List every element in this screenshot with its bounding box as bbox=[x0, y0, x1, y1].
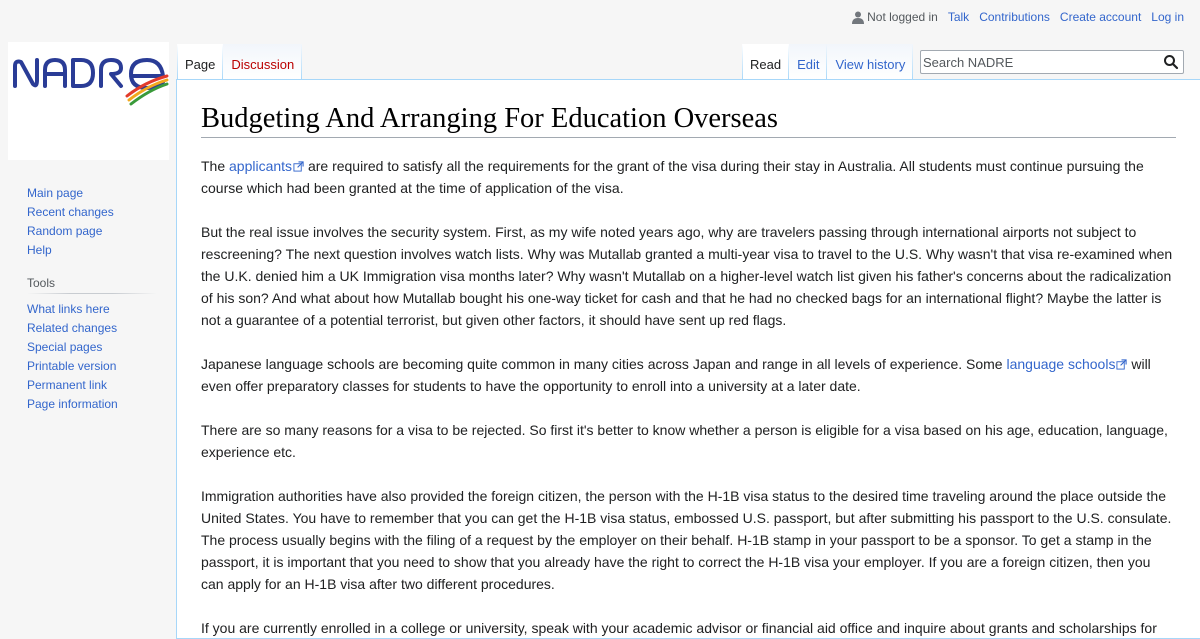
search-input[interactable] bbox=[923, 52, 1159, 72]
talk-link[interactable]: Talk bbox=[947, 10, 970, 24]
tab-discussion[interactable] bbox=[223, 44, 302, 80]
sidebar-item-help[interactable]: Help bbox=[27, 243, 52, 257]
external-link-icon bbox=[293, 161, 304, 172]
language-schools-link-label[interactable]: language schools bbox=[1006, 356, 1116, 373]
namespace-tabs bbox=[177, 44, 302, 80]
tab-edit-label[interactable]: Edit bbox=[797, 57, 820, 72]
sidebar-item-recent-changes[interactable]: Recent changes bbox=[27, 205, 114, 219]
tools-portal bbox=[27, 300, 157, 414]
p3-text-after: will even offer preparatory classes for students to have the opportunity to enroll into a university at a later date. bbox=[201, 356, 1151, 395]
paragraph-5: Immigration authorities have also provided the foreign citizen, the person with the H-1B visa status to the desired time traveling around the place outside the United States. You have to remember that you can get the H-1B visa status, embossed U.S. passport, but after submitting his passport to the U.S. consulate. The process usually begins with the filing of a request by the employer on their behalf. H-1B stamp in your passport to be a sponsor. To get a stamp in the passport, it is important that you need to show that you already have the right to correct the H-1B visa your employer. If you are a foreign citizen, then you can apply for an H-1B visa after two different procedures. bbox=[201, 488, 1172, 593]
user-icon bbox=[852, 11, 864, 24]
sidebar-item-permanent-link[interactable]: Permanent link bbox=[27, 378, 108, 392]
tab-view-history[interactable] bbox=[827, 44, 913, 80]
paragraph-1 bbox=[201, 155, 1176, 199]
log-in-link[interactable]: Log in bbox=[1151, 10, 1184, 24]
personal-tools bbox=[852, 10, 1184, 24]
tab-view-history-label[interactable]: View history bbox=[835, 57, 906, 72]
external-link-icon bbox=[1116, 359, 1127, 370]
paragraph-6: If you are currently enrolled in a college or university, speak with your academic advisor or financial aid office and inquire about grants and scholarships for bbox=[201, 620, 1157, 637]
sidebar-item-main-page[interactable]: Main page bbox=[27, 186, 84, 200]
applicants-link-label[interactable]: applicants bbox=[229, 158, 293, 175]
applicants-link[interactable] bbox=[229, 158, 304, 174]
sidebar-item-related-changes[interactable]: Related changes bbox=[27, 321, 118, 335]
sidebar bbox=[27, 184, 157, 414]
paragraph-2: But the real issue involves the security system. First, as my wife noted years ago, why are travelers passing through international airports not subject to rescreening? The next question involves watch lists. Why was Mutallab granted a multi-year visa to travel to the U.S. Why wasn't that visa re-examined when the U.K. denied him a UK Immigration visa months later? Why wasn't Mutallab on a higher-level watch list given his father's concerns about the radicalization of his son? And what about how Mutallab bought his one-way ticket for cash and that he had no checked bags for an international flight? Maybe the latter is not a guarantee of a potential terrorist, but given other factors, it should have sent up red flags. bbox=[201, 224, 1173, 329]
search-button[interactable] bbox=[1163, 54, 1181, 70]
site-logo[interactable] bbox=[8, 42, 169, 160]
article-content bbox=[176, 79, 1200, 639]
p1-text-before: The bbox=[201, 158, 230, 175]
navigation-portal bbox=[27, 184, 157, 260]
article-body bbox=[201, 155, 1176, 639]
tab-edit[interactable] bbox=[789, 44, 827, 80]
create-account-link[interactable]: Create account bbox=[1059, 10, 1142, 24]
tab-read-label[interactable]: Read bbox=[750, 57, 782, 72]
anon-user bbox=[852, 10, 938, 24]
language-schools-link[interactable] bbox=[1006, 356, 1127, 372]
sidebar-item-special-pages[interactable]: Special pages bbox=[27, 340, 103, 354]
sidebar-item-what-links-here[interactable]: What links here bbox=[27, 302, 110, 316]
p3-text-before: Japanese language schools are becoming quite common in many cities across Japan and range in all levels of experience. Some bbox=[201, 356, 1007, 373]
tab-page[interactable] bbox=[177, 44, 223, 80]
paragraph-4: There are so many reasons for a visa to be rejected. So first it's better to know whether a person is eligible for a visa based on his age, education, language, experience etc. bbox=[201, 422, 1168, 461]
tab-read[interactable] bbox=[742, 44, 789, 80]
tab-page-label[interactable]: Page bbox=[185, 57, 216, 72]
view-tabs bbox=[742, 44, 913, 80]
tools-heading: Tools bbox=[27, 276, 157, 294]
sidebar-item-printable-version[interactable]: Printable version bbox=[27, 359, 117, 373]
p1-text-after: are required to satisfy all the requirements for the grant of the visa during their stay in Australia. All students must continue pursuing the course which had been granted at the time of application of the visa. bbox=[201, 158, 1144, 197]
search-box bbox=[920, 50, 1184, 74]
not-logged-in-label: Not logged in bbox=[867, 10, 938, 24]
search-icon bbox=[1163, 54, 1179, 70]
sidebar-item-page-information[interactable]: Page information bbox=[27, 397, 118, 411]
tab-discussion-label[interactable]: Discussion bbox=[231, 57, 295, 72]
paragraph-3 bbox=[201, 353, 1176, 397]
nadre-logo-icon bbox=[11, 52, 169, 112]
page-title: Budgeting And Arranging For Education Overseas bbox=[201, 100, 1176, 138]
contributions-link[interactable]: Contributions bbox=[979, 10, 1050, 24]
sidebar-item-random-page[interactable]: Random page bbox=[27, 224, 103, 238]
